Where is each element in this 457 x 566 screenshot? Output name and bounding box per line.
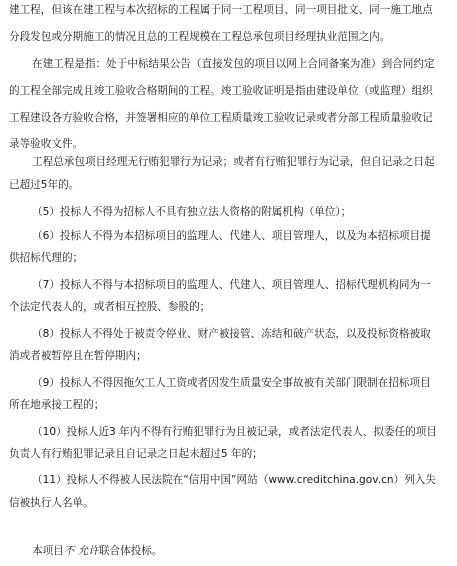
text-line: 负责人有行贿犯罪记录且自记录之日起未超过5 年的； bbox=[9, 448, 263, 460]
text-line: 所在地承接工程的； bbox=[9, 399, 105, 411]
text-line: 消或者被暂停且在暂停期内； bbox=[9, 350, 147, 362]
closing-suffix: 联合体投标。 bbox=[98, 545, 163, 557]
text-line: 工程建设各方验收合格，并签署相应的单位工程质量竣工验收记录或者分部工程质量验收记 bbox=[9, 112, 433, 124]
closing-prefix: 本项目 bbox=[32, 545, 64, 557]
text-line: （10）投标人近3 年内不得有行贿犯罪行为且被记录，或者法定代表人、拟委任的项目 bbox=[32, 426, 437, 438]
text-line: （8）投标人不得处于被责令停业、财产被接管、冻结和破产状态，以及投标资格被取 bbox=[32, 328, 431, 340]
text-line: 的工程全部完成且竣工验收合格期间的工程。竣工验收证明是指由建设单位（或监理）组织 bbox=[9, 85, 433, 97]
text-line: 建工程，但该在建工程与本次招标的工程属于同一工程项目、同一项目批文、同一施工地点 bbox=[9, 4, 433, 16]
text-line: （9）投标人不得因拖欠工人工资或者因发生质量安全事故被有关部门限制在招标项目 bbox=[32, 377, 431, 389]
text-line: （7）投标人不得与本招标项目的监理人、代建人、项目管理人、招标代理机构同为一 bbox=[32, 279, 431, 291]
text-line: （11）投标人不得被人民法院在“信用中国”网站（www.creditchina.gov.cn）列入失 bbox=[32, 474, 436, 486]
text-line: 已超过5年的。 bbox=[9, 179, 80, 191]
text-line: 分段发包或分期施工的情况且总的工程规模在工程总承包项目经理执业范围之内。 bbox=[9, 31, 391, 43]
handwritten-entry: 不 允许 bbox=[63, 545, 99, 557]
text-line: 工程总承包项目经理无行贿犯罪行为记录；或者有行贿犯罪行为记录，但自记录之日起 bbox=[32, 156, 435, 168]
text-line: （5）投标人不得为招标人不具有独立法人资格的附属机构（单位）； bbox=[32, 206, 352, 218]
text-line: 录等验收文件。 bbox=[9, 138, 84, 150]
text-line: 信被执行人名单。 bbox=[9, 497, 94, 509]
closing-line bbox=[32, 544, 163, 558]
text-line: 个法定代表人的，或者相互控股、参股的； bbox=[9, 301, 211, 313]
text-line: （6）投标人不得为本招标项目的监理人、代建人、项目管理人，以及为本招标项目提 bbox=[32, 230, 431, 242]
text-line: 在建工程是指：处于中标结果公告（直接发包的项目以网上合同备案为准）到合同约定 bbox=[32, 58, 435, 70]
text-line: 供招标代理的； bbox=[9, 252, 84, 264]
